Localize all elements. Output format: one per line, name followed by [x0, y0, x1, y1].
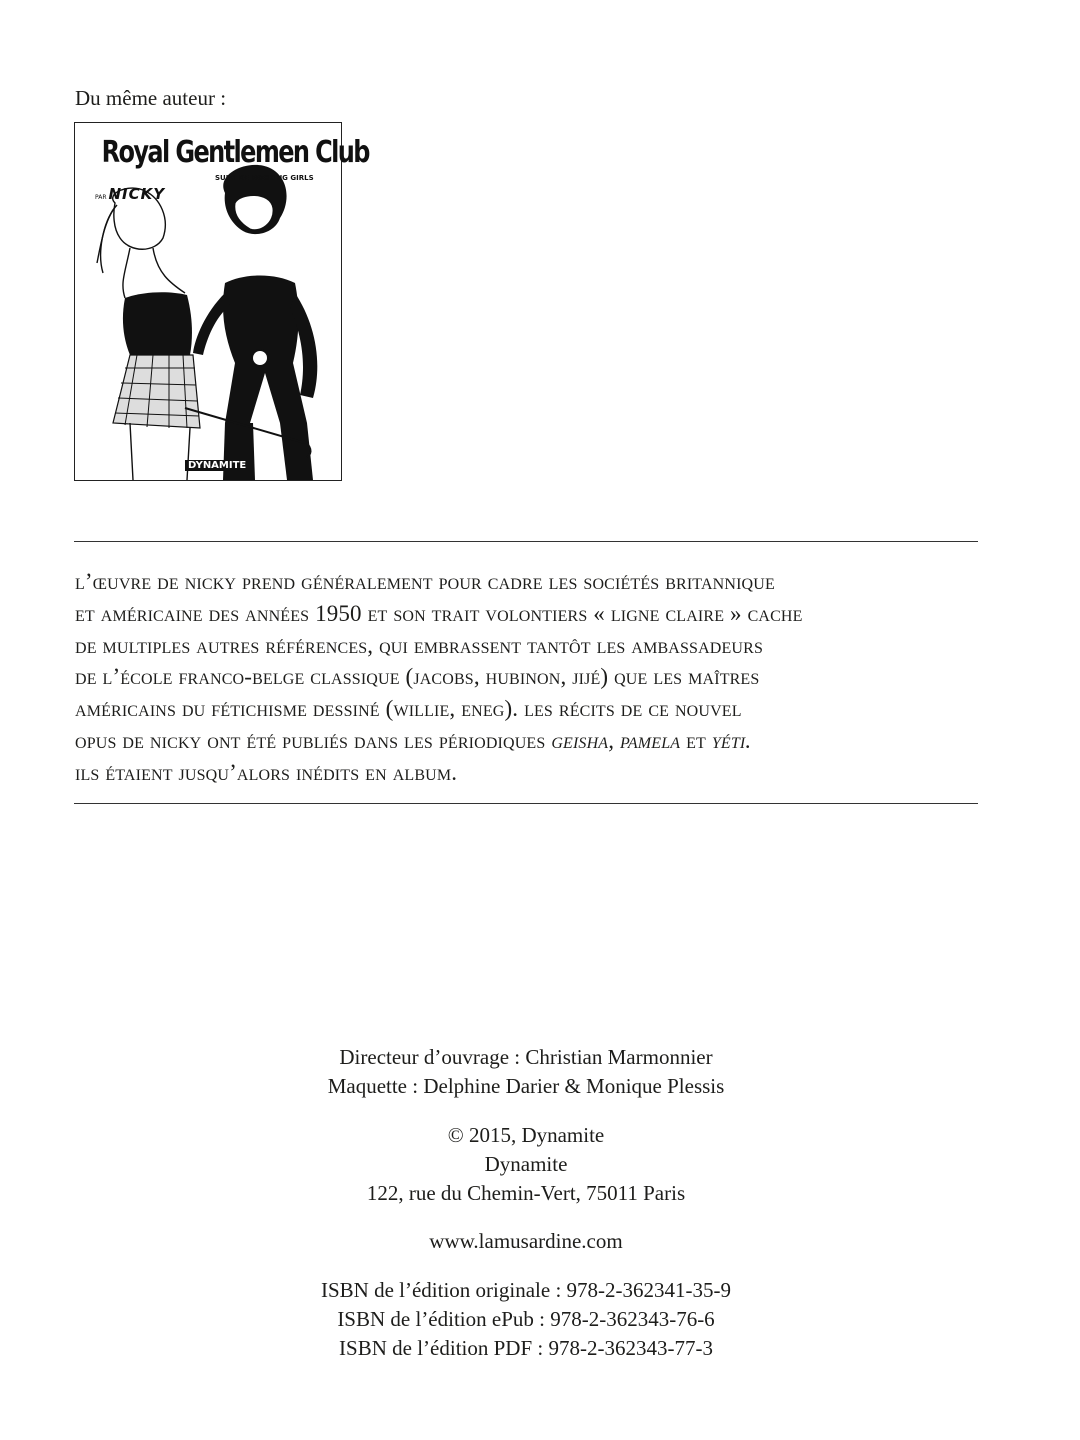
website-link[interactable]: www.lamusardine.com — [429, 1229, 623, 1253]
blurb-line: de l’école franco-belge classique (jacobs, hubinon, jijé) que les maîtres — [75, 664, 760, 690]
director-credit: Directeur d’ouvrage : Christian Marmonnier — [339, 1045, 713, 1069]
periodical-title: yéti. — [711, 727, 752, 753]
blurb-line: ils étaient jusqu’alors inédits en album. — [75, 759, 458, 785]
blurb-line — [75, 725, 985, 757]
blurb-line: américains du fétichisme dessiné (willie, eneg). les récits de ce nouvel — [75, 696, 742, 722]
bottom-divider — [74, 803, 978, 804]
layout-credit: Maquette : Delphine Darier & Monique Plessis — [327, 1074, 725, 1098]
periodical-title: geisha, — [551, 727, 615, 753]
cover-author-prefix: PAR — [95, 194, 107, 201]
blurb-line-text: opus de nicky ont été publiés dans les périodiques — [75, 727, 552, 753]
credits-publisher — [0, 1121, 1052, 1208]
credits-staff — [0, 1043, 1052, 1101]
publisher-address: 122, rue du Chemin-Vert, 75011 Paris — [366, 1181, 686, 1205]
book-cover-image — [74, 122, 369, 481]
blurb-line: l’œuvre de nicky prend généralement pour cadre les sociétés britannique — [75, 569, 775, 594]
blurb-paragraph — [75, 566, 985, 789]
cover-author — [95, 185, 165, 203]
same-author-label: Du même auteur : — [75, 86, 227, 110]
blurb-conjunction: et — [686, 727, 706, 753]
cover-subtitle: SUIVI DE ROCKING GIRLS — [215, 174, 314, 182]
blurb-line: de multiples autres références, qui embrassent tantôt les ambassadeurs — [75, 632, 763, 658]
cover-publisher-logo: DYNAMITE — [185, 460, 249, 471]
copyright-line: © 2015, Dynamite — [447, 1123, 605, 1147]
isbn-pdf: ISBN de l’édition PDF : 978-2-362343-77-3 — [339, 1336, 713, 1360]
top-divider — [74, 541, 978, 542]
isbn-original: ISBN de l’édition originale : 978-2-362341-35-9 — [320, 1278, 731, 1302]
publisher-name: Dynamite — [484, 1152, 568, 1176]
credits-isbn — [0, 1276, 1052, 1363]
cover-author-name: NICKY — [108, 185, 166, 203]
cover-title: Royal Gentlemen Club — [101, 135, 369, 170]
isbn-epub: ISBN de l’édition ePub : 978-2-362343-76-6 — [337, 1307, 715, 1331]
blurb-line: et américaine des années 1950 et son trait volontiers « ligne claire » cache — [75, 600, 803, 626]
periodical-title: pamela — [620, 727, 681, 753]
credits-website — [0, 1227, 1052, 1256]
